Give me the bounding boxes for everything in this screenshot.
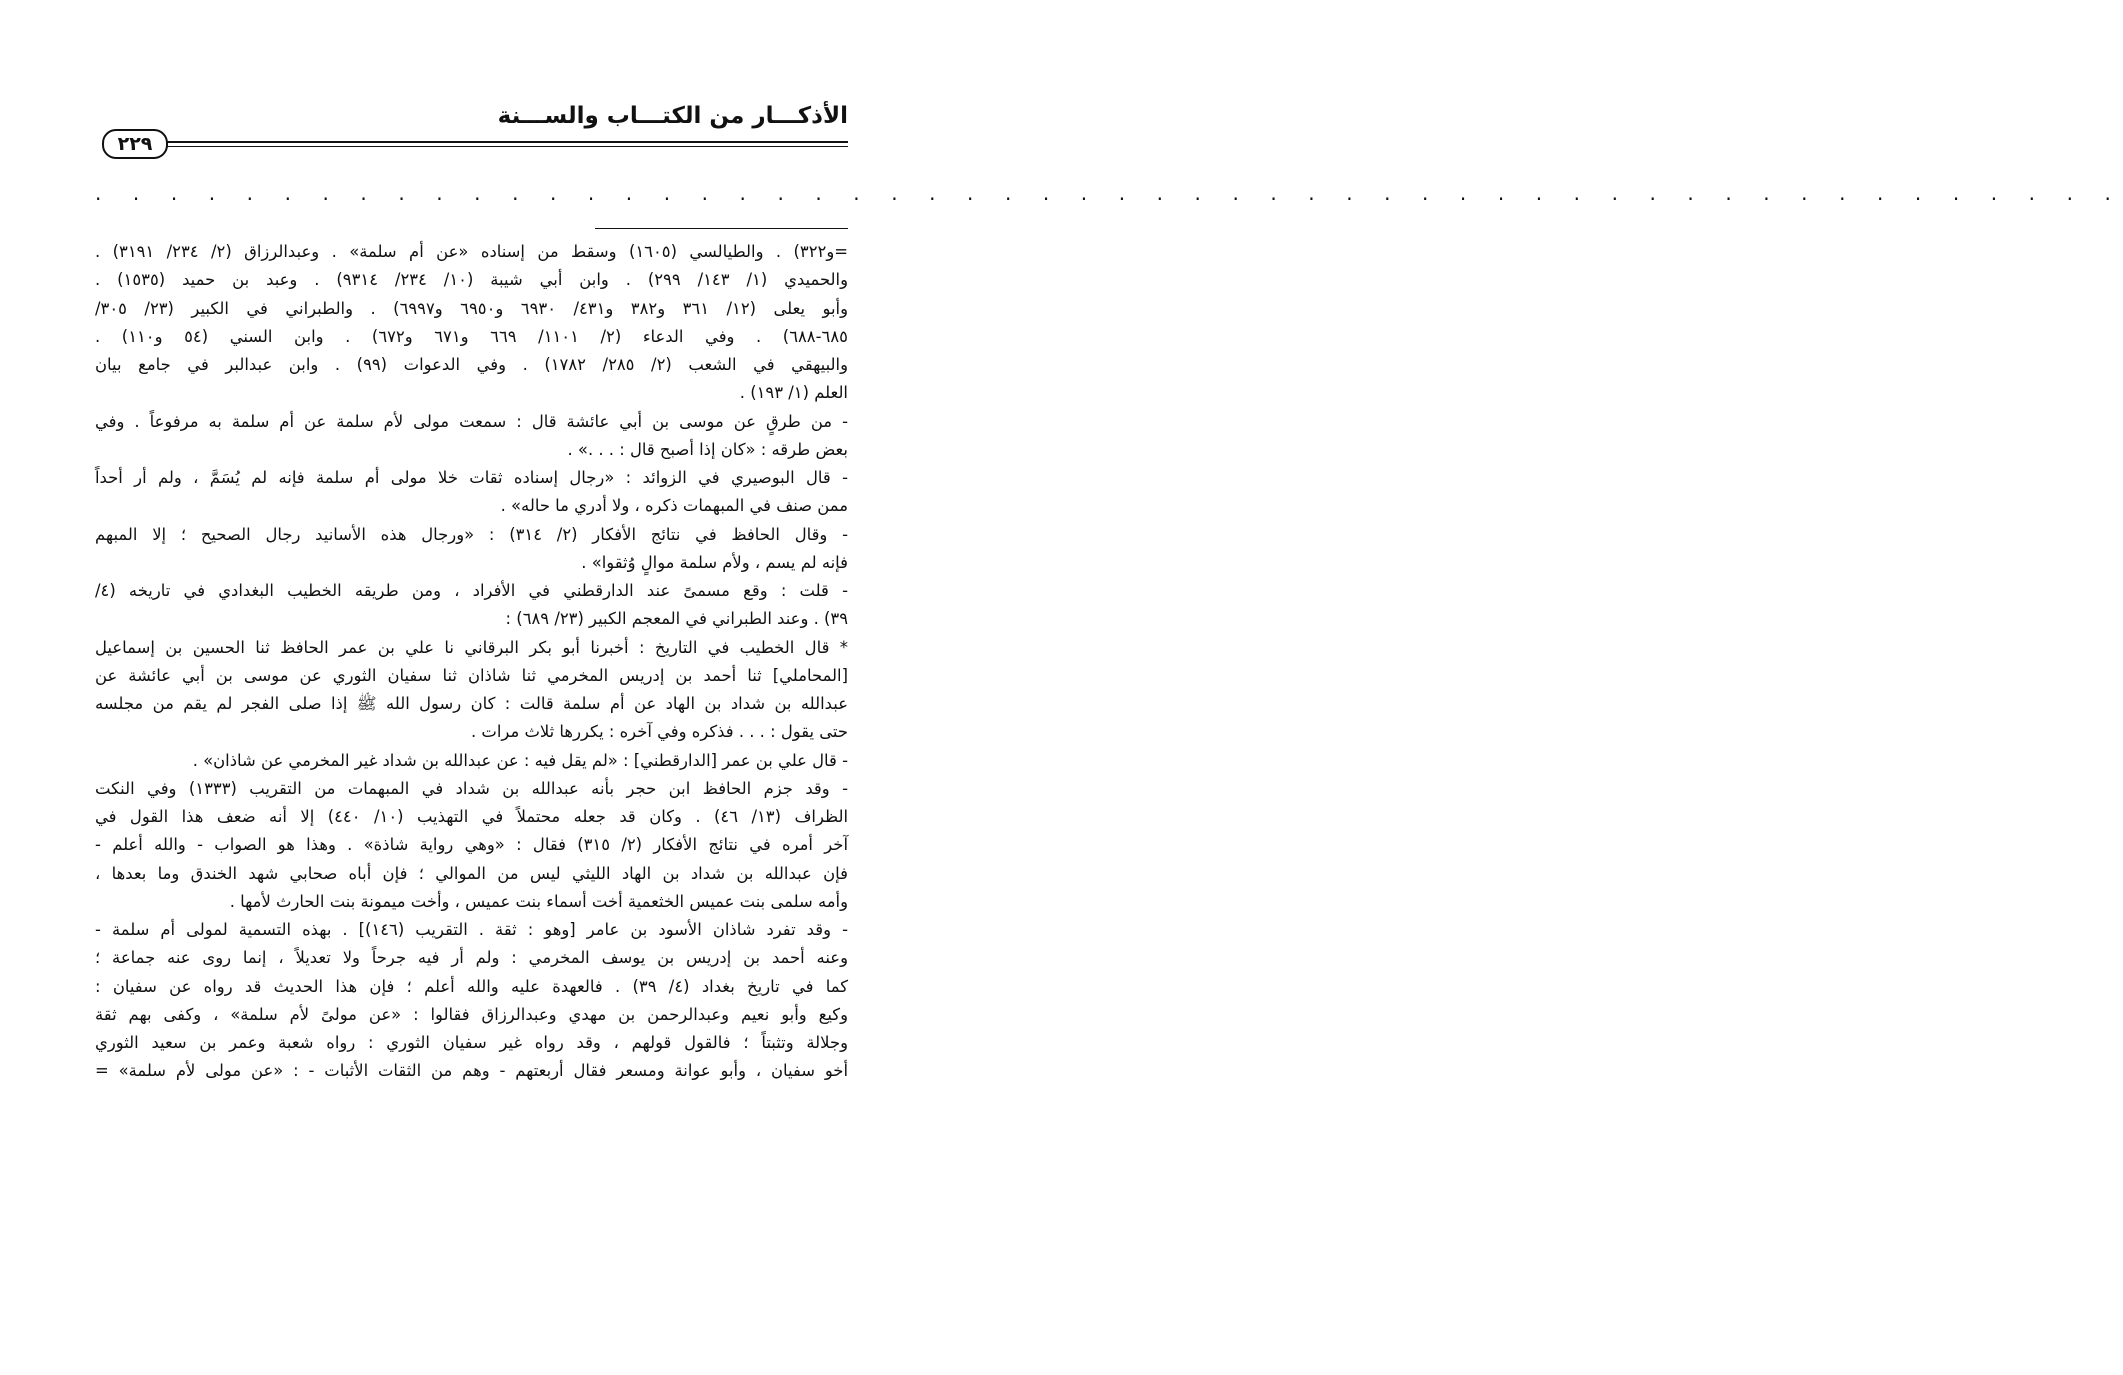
text-line: - وقد تفرد شاذان الأسود بن عامر [وهو : ثقة . التقريب (١٤٦)] . بهذه التسمية لمولى أم سلمة - (95, 920, 848, 939)
text-line: كما في تاريخ بغداد (٤/ ٣٩) . فالعهدة عليه والله أعلم ؛ فإن هذا الحديث قد رواه عن سفيان : (95, 976, 849, 996)
text-line: [المحاملي] ثنا أحمد بن إدريس المخرمي ثنا شاذان ثنا سفيان الثوري عن موسى بن أبي عائشة عن (95, 665, 848, 685)
header-rule (160, 141, 848, 143)
text-line: * قال الخطيب في التاريخ : أخبرنا أبو بكر البرقاني نا علي بن عمر الحافظ ثنا الحسين بن إسماعيل (95, 637, 848, 657)
text-line: ممن صنف في المبهمات ذكره ، ولا أدري ما حاله» . (500, 496, 848, 516)
text-line: ٣٩) . وعند الطبراني في المعجم الكبير (٢٣/ ٦٨٩) : (505, 609, 848, 629)
book-title: الأذكـــار من الكتـــاب والســـنة (497, 103, 848, 129)
text-line: وجلالة وتثبتاً ؛ فالقول قولهم ، وقد رواه غير سفيان الثوري : رواه شعبة وعمر بن سعيد الثوري (95, 1033, 848, 1052)
text-line: - قال البوصيري في الزوائد : «رجال إسناده ثقات خلا مولى أم سلمة فإنه لم يُسَمَّ ، ولم أر أحداً (95, 468, 848, 487)
text-line: والحميدي (١/ ١٤٣/ ٢٩٩) . وابن أبي شيبة (١٠/ ٢٣٤/ ٩٣١٤) . وعبد بن حميد (١٥٣٥) . (95, 270, 849, 290)
text-line: والبيهقي في الشعب (٢/ ٢٨٥/ ١٧٨٢) . وفي الدعوات (٩٩) . وابن عبدالبر في جامع بيان (95, 355, 849, 374)
text-line: - وقد جزم الحافظ ابن حجر بأنه عبدالله بن شداد في المبهمات من التقريب (١٣٣٣) وفي النكت (95, 778, 848, 798)
text-line: وكيع وأبو نعيم وعبدالرحمن بن مهدي وعبدالرزاق فقالوا : «عن مولىً لأم سلمة» ، وكفى بهم ثقة (95, 1004, 848, 1024)
text-line: وأمه سلمى بنت عميس الخثعمية أخت أسماء بنت عميس ، وأخت ميمونة بنت الحارث لأمها . (229, 891, 848, 911)
text-line: حتى يقول : . . . فذكره وفي آخره : يكررها ثلاث مرات . (471, 722, 848, 742)
text-line: - قال علي بن عمر [الدارقطني] : «لم يقل فيه : عن عبدالله بن شداد غير المخرمي عن شاذان» . (192, 750, 848, 770)
text-line: العلم (١/ ١٩٣) . (739, 383, 848, 403)
text-line: وأبو يعلى (١٢/ ٣٦١ و٣٨٢ و٤٣١/ ٦٩٣٠ و٦٩٥٠ و٦٩٩٧) . والطبراني في الكبير (٢٣/ ٣٠٥/ (95, 298, 848, 318)
text-line: بعض طرقه : «كان إذا أصبح قال : . . .» . (567, 439, 848, 459)
text-line: وعنه أحمد بن إدريس بن يوسف المخرمي : ولم أر فيه جرحاً ولا تعديلاً ، إنما روى عنه جماعة ؛ (95, 948, 848, 968)
footnote-rule (595, 228, 848, 229)
text-line: - وقال الحافظ في نتائج الأفكار (٢/ ٣١٤) : «ورجال هذه الأسانيد رجال الصحيح ؛ إلا المبهم (95, 524, 849, 544)
text-line: آخر أمره في نتائج الأفكار (٢/ ٣١٥) فقال : «وهي رواية شاذة» . وهذا هو الصواب - والله أعلم - (95, 835, 848, 855)
header-rule-thin (160, 146, 848, 147)
text-line: أخو سفيان ، وأبو عوانة ومسعر فقال أربعتهم - وهم من الثقات الأثبات - : «عن مولى لأم سلمة» = (95, 1061, 848, 1081)
page-header (0, 95, 940, 165)
text-line: - من طرقٍ عن موسى بن أبي عائشة قال : سمعت مولى لأم سلمة عن أم سلمة به مرفوعاً . وفي (95, 411, 848, 431)
page-number: ٢٢٩ (102, 129, 168, 159)
footnote-text (95, 238, 848, 1086)
text-line: فإنه لم يسم ، ولأم سلمة موالٍ وُثقوا» . (581, 552, 848, 572)
text-line: ٦٨٥-٦٨٨) . وفي الدعاء (٢/ ١١٠١/ ٦٦٩ و٦٧١ و٦٧٢) . وابن السني (٥٤ و١١٠) . (95, 326, 848, 346)
text-line: - قلت : وقع مسمىً عند الدارقطني في الأفراد ، ومن طريقه الخطيب البغدادي في تاريخه (٤/ (95, 581, 848, 600)
text-line: =و٣٢٢) . والطيالسي (١٦٠٥) وسقط من إسناده «عن أم سلمة» . وعبدالرزاق (٢/ ٢٣٤/ ٣١٩١) . (95, 242, 848, 261)
separator-dots: . . . . . . . . . . . . . . . . . . . . . . . . . . . . . . . . . . . . . . . . . . . . . . . . . . . . . . (95, 181, 2123, 205)
text-line: الظراف (١٣/ ٤٦) . وكان قد جعله محتملاً في التهذيب (١٠/ ٤٤٠) إلا أنه ضعف هذا القول في (95, 807, 849, 826)
text-line: فإن عبدالله بن شداد بن الهاد الليثي ليس من الموالي ؛ فإن أباه صحابي شهد الخندق وما بعدها ، (95, 863, 848, 883)
text-line: عبدالله بن شداد بن الهاد عن أم سلمة قالت : كان رسول الله ﷺ إذا صلى الفجر لم يقم من مجلسه (95, 694, 848, 713)
